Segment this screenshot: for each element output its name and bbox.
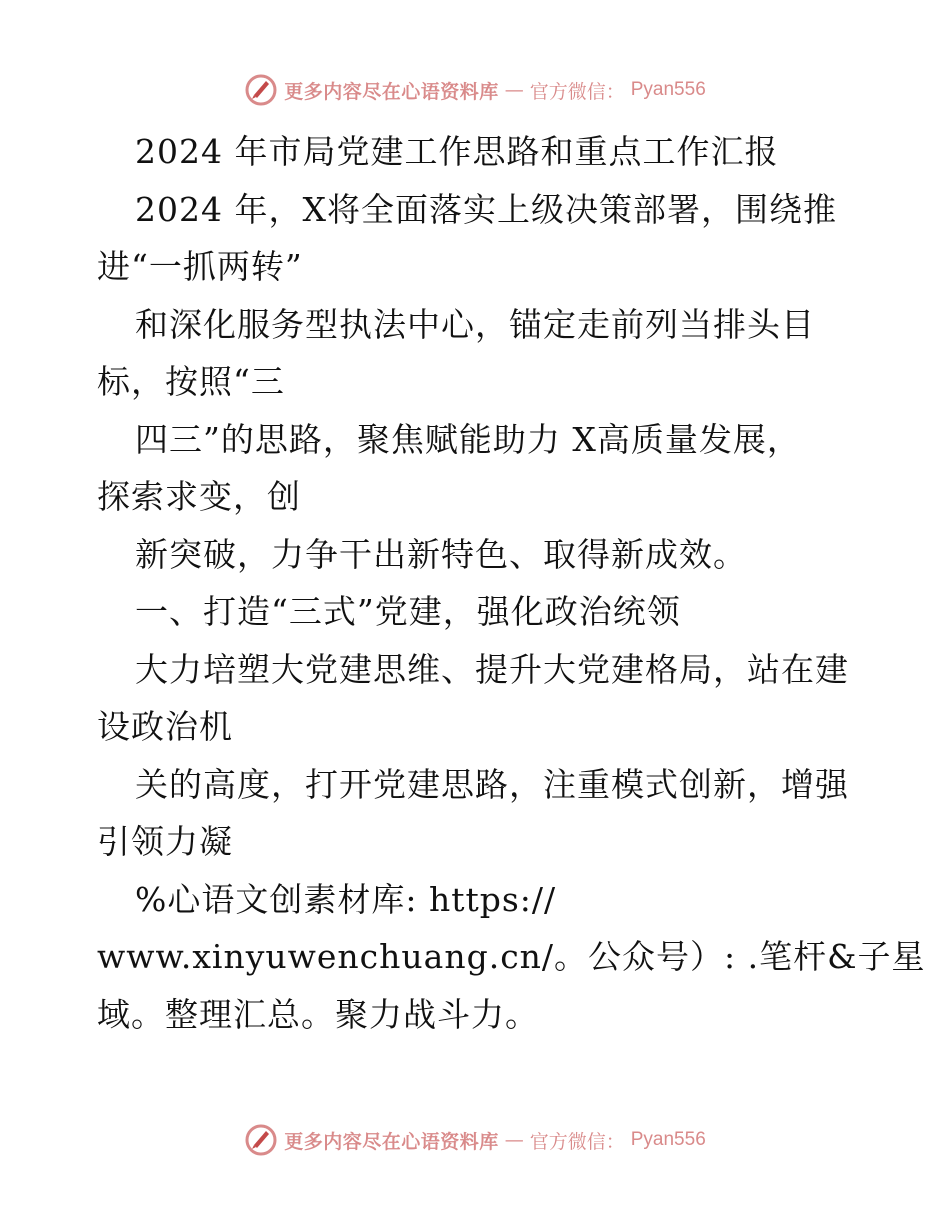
document-line: 2024 年，X将全面落实上级决策部署，围绕推 [135, 189, 837, 229]
document-line: 四三”的思路，聚焦赋能助力 X高质量发展， [135, 419, 801, 459]
header-watermark-banner [0, 70, 950, 110]
document-line: 设政治机 [97, 707, 233, 746]
banner-official-label: 官方微信： [529, 80, 625, 103]
document-line: 关的高度，打开党建思路，注重模式创新，增强 [135, 764, 849, 804]
banner-official-label: 官方微信： [529, 1130, 625, 1153]
document-line: 标，按照“三 [97, 362, 285, 401]
document-line: 新突破，力争干出新特色、取得新成效。 [135, 534, 747, 574]
banner-dash: — [504, 1129, 524, 1151]
footer-watermark-banner [0, 1120, 950, 1160]
document-line: www.xinyuwenchuang.cn/。公众号）: .笔杆&子星 [97, 937, 926, 976]
document-line: 和深化服务型执法中心，锚定走前列当排头目 [135, 304, 815, 344]
document-line: 引领力凝 [97, 822, 233, 861]
brand-logo-icon [244, 73, 278, 107]
document-line: 大力培塑大党建思维、提升大党建格局，站在建 [135, 649, 849, 689]
banner-title: 更多内容尽在心语资料库 [284, 80, 499, 103]
document-line: 2024 年市局党建工作思路和重点工作汇报 [135, 132, 779, 171]
document-line: 探索求变，创 [97, 477, 301, 516]
document-line: %心语文创素材库: https:// [135, 879, 557, 919]
banner-title: 更多内容尽在心语资料库 [284, 1130, 499, 1153]
banner-wechat-id: Pyan556 [630, 79, 706, 100]
banner-wechat-id: Pyan556 [630, 1129, 706, 1150]
document-line: 一、打造“三式”党建，强化政治统领 [135, 592, 681, 631]
banner-dash: — [504, 79, 524, 101]
document-line: 进“一抓两转” [97, 247, 303, 286]
document-line: 域。整理汇总。聚力战斗力。 [97, 994, 539, 1034]
brand-logo-icon [244, 1123, 278, 1157]
document-body [97, 123, 926, 1043]
